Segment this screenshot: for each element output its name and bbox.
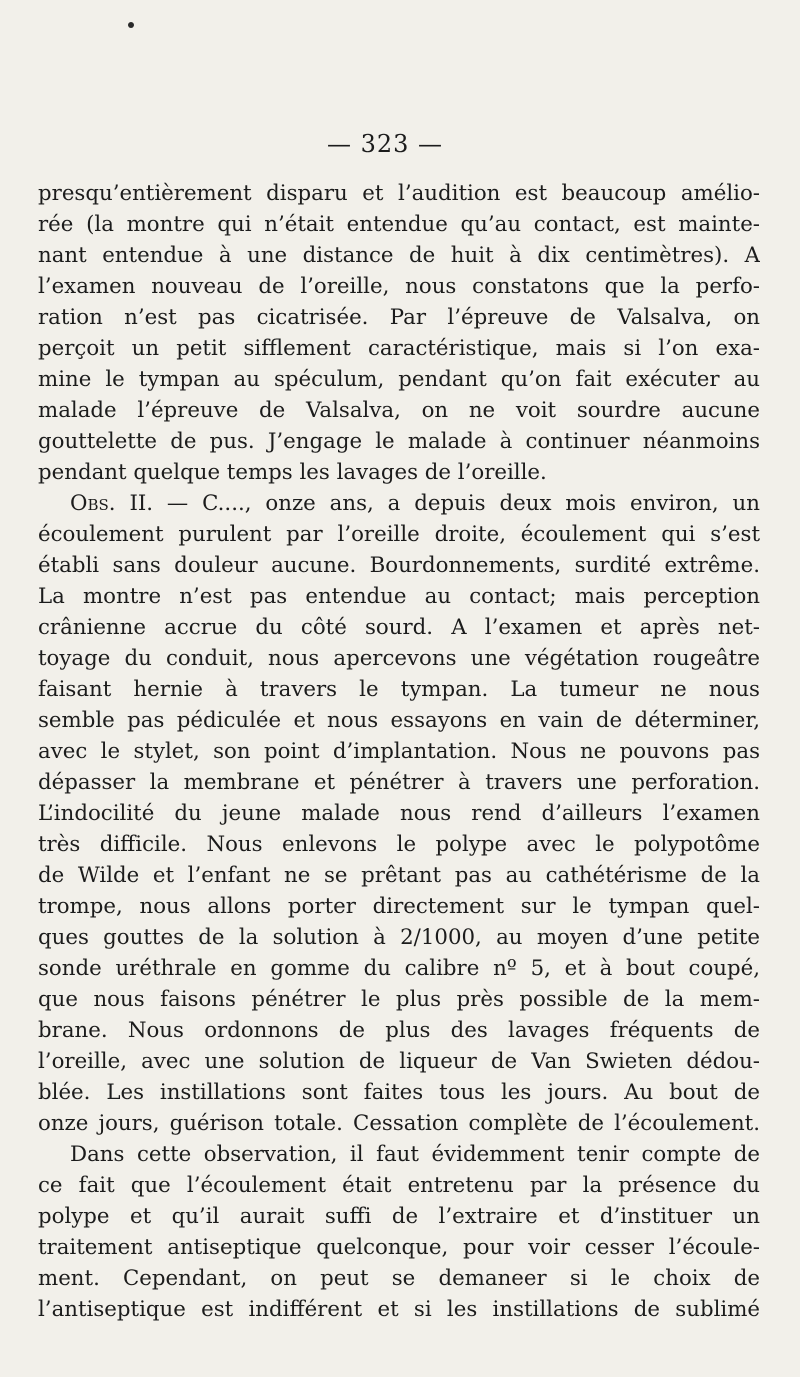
text-line: blée. Les instillations sont faites tous les jours. Au bout de — [38, 1080, 760, 1105]
obs-label: Obs. — [70, 491, 116, 516]
text-line: toyage du conduit, nous apercevons une végétation rougeâtre — [38, 646, 760, 671]
text-line: nant entendue à une distance de huit à dix centimètres). A — [38, 243, 760, 268]
text-line: presqu’entièrement disparu et l’audition est beaucoup amélio- — [38, 181, 760, 206]
text-line: établi sans douleur aucune. Bourdonnements, surdité extrême. — [38, 553, 760, 578]
text-line: écoulement purulent par l’oreille droite, écoulement qui s’est — [38, 522, 760, 547]
text-line: ques gouttes de la solution à 2/1000, au moyen d’une petite — [38, 925, 760, 950]
page-number: — 323 — — [326, 130, 444, 158]
text-line: l’oreille, avec une solution de liqueur de Van Swieten dédou- — [38, 1049, 760, 1074]
text-line: de Wilde et l’enfant ne se prêtant pas au cathétérisme de la — [38, 863, 760, 888]
ink-speck — [128, 22, 134, 28]
text-line: dépasser la membrane et pénétrer à travers une perforation. — [38, 770, 760, 795]
text-line: sonde uréthrale en gomme du calibre nº 5, et à bout coupé, — [38, 956, 760, 981]
observation-heading-line — [38, 488, 760, 519]
text-line: mine le tympan au spéculum, pendant qu’on fait exécuter au — [38, 367, 760, 392]
text-line: semble pas pédiculée et nous essayons en vain de déterminer, — [38, 708, 760, 733]
text-line: ment. Cependant, on peut se demaneer si le choix de — [38, 1266, 760, 1291]
text-line: brane. Nous ordonnons de plus des lavages fréquents de — [38, 1018, 760, 1043]
text-line: gouttelette de pus. J’engage le malade à continuer néanmoins — [38, 429, 760, 454]
text-line: que nous faisons pénétrer le plus près possible de la mem- — [38, 987, 760, 1012]
text-line: très difficile. Nous enlevons le polype avec le polypotôme — [38, 832, 760, 857]
text-line: avec le stylet, son point d’implantation. Nous ne pouvons pas — [38, 739, 760, 764]
text-line: rée (la montre qui n’était entendue qu’au contact, est mainte- — [38, 212, 760, 237]
text-line: L’indocilité du jeune malade nous rend d’ailleurs l’examen — [38, 801, 760, 826]
text-line: ce fait que l’écoulement était entretenu par la présence du — [38, 1173, 760, 1198]
paragraph-last-line: onze jours, guérison totale. Cessation complète de l’écoulement. — [38, 1111, 760, 1136]
text-line-rest: II. — C...., onze ans, a depuis deux mois environ, un — [129, 491, 760, 516]
text-line: perçoit un petit sifflement caractéristique, mais si l’on exa- — [38, 336, 760, 361]
text-line: l’examen nouveau de l’oreille, nous constatons que la perfo- — [38, 274, 760, 299]
text-line: La montre n’est pas entendue au contact; mais perception — [38, 584, 760, 609]
text-line: l’antiseptique est indifférent et si les instillations de sublimé — [38, 1297, 760, 1322]
paragraph-last-line: pendant quelque temps les lavages de l’oreille. — [38, 460, 547, 485]
text-line: traitement antiseptique quelconque, pour voir cesser l’écoule- — [38, 1235, 760, 1260]
text-line: malade l’épreuve de Valsalva, on ne voit sourdre aucune — [38, 398, 760, 423]
body-text — [38, 178, 760, 1325]
paragraph-first-line: Dans cette observation, il faut évidemment tenir compte de — [70, 1142, 760, 1167]
text-line: crânienne accrue du côté sourd. A l’examen et après net- — [38, 615, 760, 640]
text-line: faisant hernie à travers le tympan. La tumeur ne nous — [38, 677, 760, 702]
text-line: polype et qu’il aurait suffi de l’extraire et d’instituer un — [38, 1204, 760, 1229]
text-line: trompe, nous allons porter directement sur le tympan quel- — [38, 894, 760, 919]
text-line: ration n’est pas cicatrisée. Par l’épreuve de Valsalva, on — [38, 305, 760, 330]
